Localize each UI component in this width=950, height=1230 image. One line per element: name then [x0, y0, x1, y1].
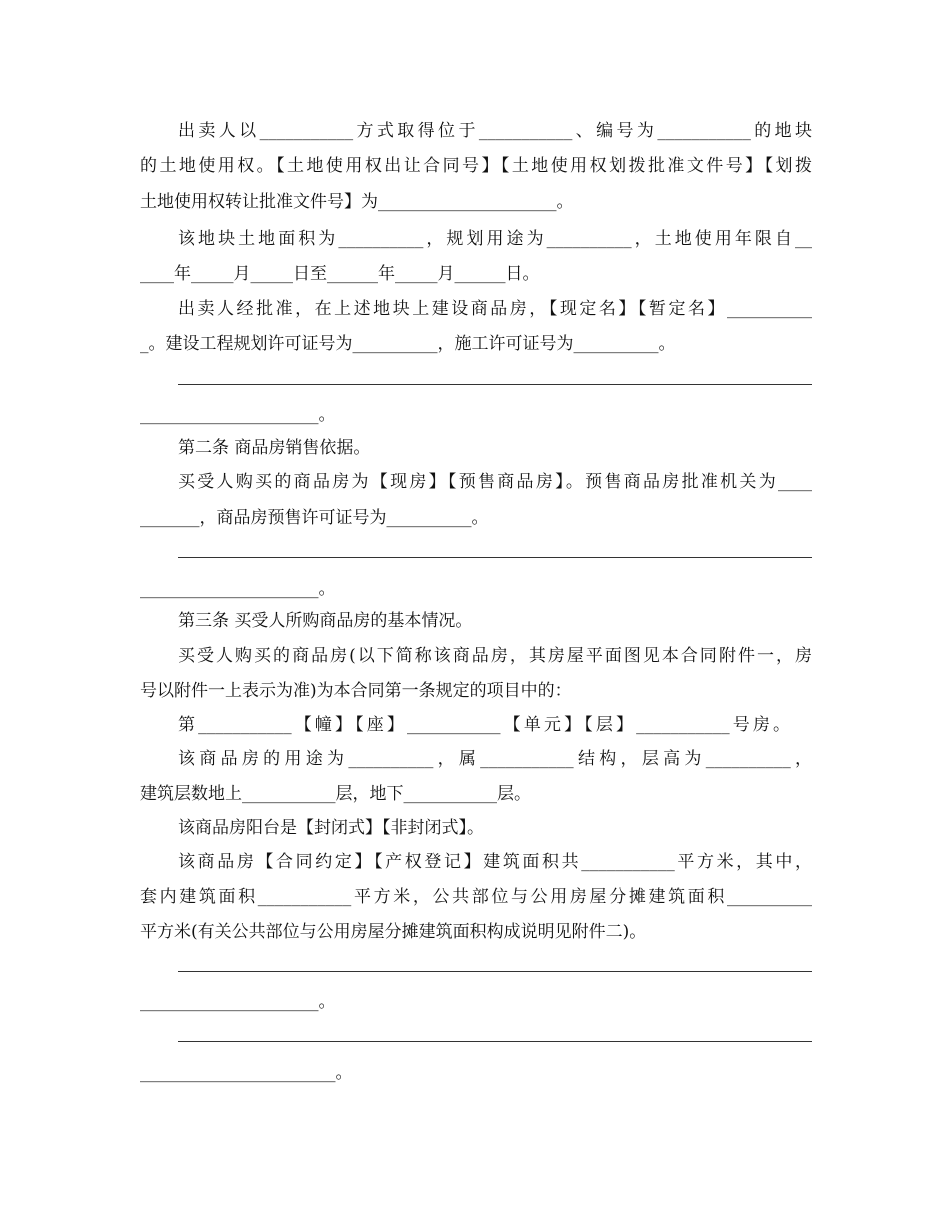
paragraph-floor-area-line-1: 该商品房【合同约定】【产权登记】建筑面积共___________平方米，其中，: [178, 852, 812, 872]
paragraph-construction-line-1: 出卖人经批准，在上述地块上建设商品房，【现定名】【暂定名】__________: [178, 299, 812, 319]
paragraph-land-acquisition-line-1: 出卖人以___________方式取得位于___________、编号为___________的地块: [178, 121, 812, 141]
article-3-heading: 第三条 买受人所购商品房的基本情况。: [178, 611, 473, 631]
paragraph-construction-line-2: _。建设工程规划许可证号为__________，施工许可证号为__________。: [140, 334, 676, 354]
blank-line-4-end: _______________________。: [140, 1063, 353, 1083]
blank-line-3-end: _____________________。: [140, 992, 336, 1012]
paragraph-basic-info-line-2: 号以附件一上表示为准)为本合同第一条规定的项目中的：: [140, 681, 572, 701]
paragraph-unit-number: 第___________【幢】【座】___________【单元】【层】___________号房。: [178, 715, 790, 735]
blank-line-3: [178, 971, 812, 972]
paragraph-floor-area-line-3: 平方米(有关公共部位与公用房屋分摊建筑面积构成说明见附件二)。: [140, 922, 647, 942]
paragraph-sales-basis-line-1: 买受人购买的商品房为【现房】【预售商品房】。预售商品房批准机关为____: [178, 472, 812, 492]
paragraph-usage-line-2: 建筑层数地上___________层，地下___________层。: [140, 784, 531, 804]
blank-line-4: [178, 1041, 812, 1042]
article-2-heading: 第二条 商品房销售依据。: [178, 438, 371, 458]
blank-line-1-end: _____________________。: [140, 405, 336, 425]
blank-line-2-end: _____________________。: [140, 579, 336, 599]
paragraph-basic-info-line-1: 买受人购买的商品房(以下简称该商品房，其房屋平面图见本合同附件一，房: [178, 646, 812, 666]
paragraph-land-acquisition-line-3: 土地使用权转让批准文件号】为_____________________。: [140, 192, 574, 212]
paragraph-sales-basis-line-2: _______，商品房预售许可证号为__________。: [140, 508, 489, 528]
paragraph-land-area-line-2: ____年_____月_____日至______年_____月______日。: [140, 264, 540, 284]
paragraph-land-area-line-1: 该地块土地面积为__________，规划用途为__________，土地使用年限自__: [178, 229, 812, 249]
paragraph-land-acquisition-line-2: 的土地使用权。【土地使用权出让合同号】【土地使用权划拨批准文件号】【划拨: [140, 156, 812, 176]
paragraph-balcony: 该商品房阳台是【封闭式】【非封闭式】。: [178, 818, 484, 838]
blank-line-2: [178, 557, 812, 558]
paragraph-floor-area-line-2: 套内建筑面积___________平方米，公共部位与公用房屋分摊建筑面积__________: [140, 887, 812, 907]
blank-line-1: [178, 384, 812, 385]
paragraph-usage-line-1: 该商品房的用途为__________，属___________结构，层高为__________，: [178, 749, 812, 769]
